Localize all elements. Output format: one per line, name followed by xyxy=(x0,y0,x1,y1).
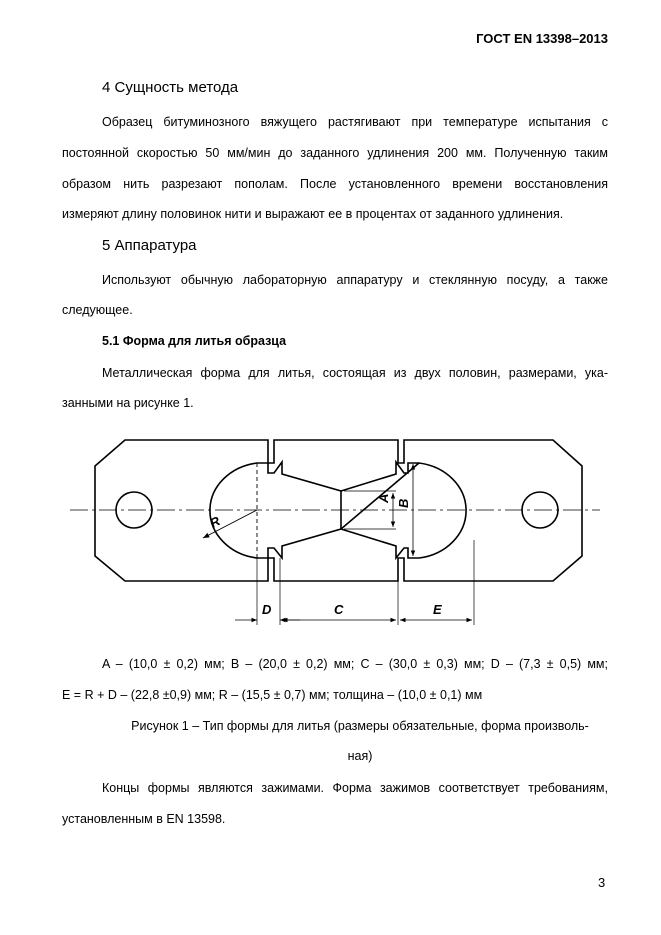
label-d: D xyxy=(262,602,272,617)
closing-line-1: Концы формы являются зажимами. Форма зажимов соответствует требованиям, xyxy=(102,781,608,795)
section-5-line-2: следующее. xyxy=(62,303,133,317)
label-b: B xyxy=(396,498,411,508)
figure-1-dims-line-2: E = R + D – (22,8 ±0,9) мм; R – (15,5 ± 0,7) мм; толщина – (10,0 ± 0,1) мм xyxy=(62,688,483,702)
closing-line-2: установленным в EN 13598. xyxy=(62,812,226,826)
section-4-line-1: Образец битуминозного вяжущего растягивают при температуре испытания с xyxy=(102,115,608,129)
mould-outline xyxy=(95,440,582,581)
section-4-line-2: постоянной скоростью 50 мм/мин до заданного удлинения 200 мм. Полученную таким xyxy=(62,146,608,160)
standard-code: ГОСТ EN 13398–2013 xyxy=(476,31,608,46)
label-e: E xyxy=(433,602,442,617)
subsection-5-1-line-2: занными на рисунке 1. xyxy=(62,396,194,410)
figure-1-dims-line-1: A – (10,0 ± 0,2) мм; B – (20,0 ± 0,2) мм; C – (30,0 ± 0,3) мм; D – (7,3 ± 0,5) мм; xyxy=(102,657,608,671)
figure-1-caption-line-2: ная) xyxy=(347,749,373,763)
section-4-line-4: измеряют длину половинок нити и выражают ее в процентах от заданного удлинения. xyxy=(62,207,564,221)
subsection-5-1-line-1: Металлическая форма для литья, состоящая из двух половин, размерами, ука- xyxy=(102,366,608,380)
label-c: C xyxy=(334,602,344,617)
label-a: A xyxy=(376,493,391,503)
subsection-5-1-title: 5.1 Форма для литья образца xyxy=(102,334,287,348)
section-4-title: 4 Сущность метода xyxy=(102,79,239,96)
section-5-title: 5 Аппаратура xyxy=(102,237,197,254)
section-4-line-3: образом нить разрезают пополам. После установленного времени восстановления xyxy=(62,177,608,191)
label-r: R xyxy=(207,513,223,531)
figure-1-caption-line-1: Рисунок 1 – Тип формы для литья (размеры обязательные, форма произволь- xyxy=(131,719,589,733)
section-5-line-1: Используют обычную лабораторную аппаратуру и стеклянную посуду, а также xyxy=(102,273,608,287)
page-number: 3 xyxy=(598,875,606,890)
